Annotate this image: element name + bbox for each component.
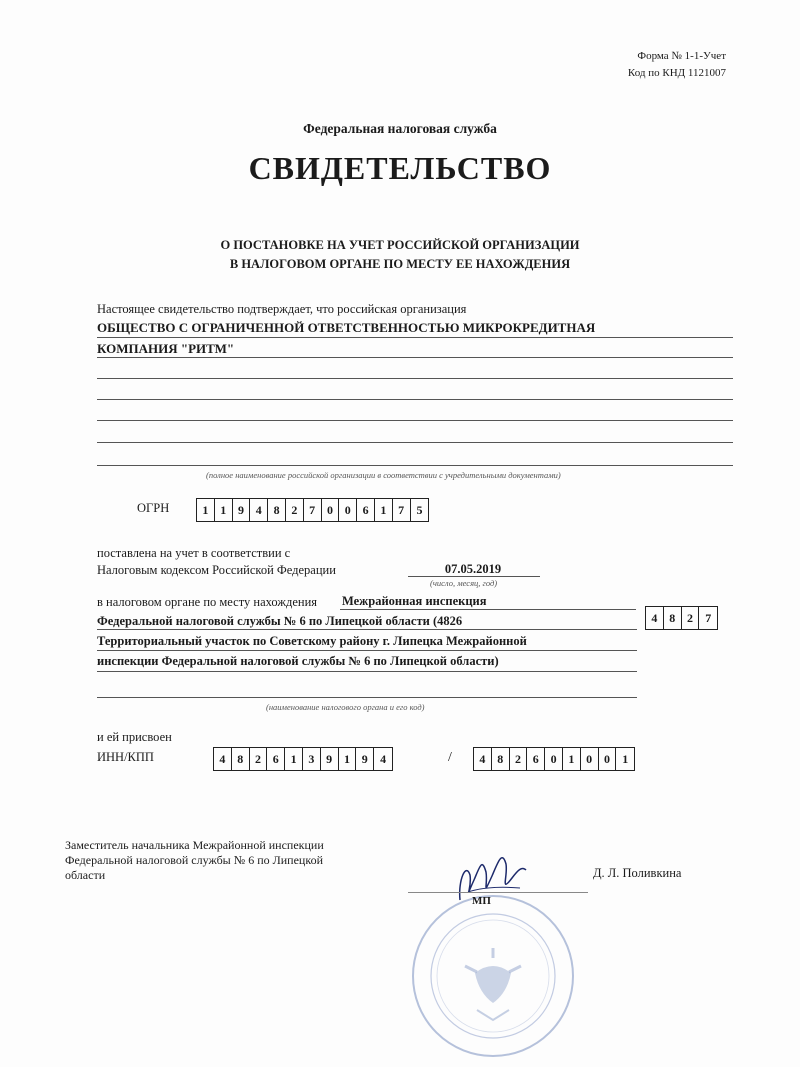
digit-box: 8 bbox=[664, 607, 682, 629]
digit-box: 0 bbox=[322, 499, 340, 521]
authority-line-3: Территориальный участок по Советскому району г. Липецка Межрайонной bbox=[97, 634, 527, 648]
digit-box: 1 bbox=[215, 499, 233, 521]
signature-line bbox=[408, 892, 588, 893]
signatory-name: Д. Л. Поливкина bbox=[593, 866, 682, 880]
digit-box: 4 bbox=[214, 748, 232, 770]
authority-label: в налоговом органе по месту нахождения bbox=[97, 595, 318, 609]
field-underline bbox=[97, 420, 733, 421]
digit-box: 0 bbox=[581, 748, 599, 770]
digit-box: 4 bbox=[474, 748, 492, 770]
digit-box: 1 bbox=[339, 748, 357, 770]
digit-box: 3 bbox=[303, 748, 321, 770]
digit-box: 2 bbox=[510, 748, 528, 770]
confirmation-text: Настоящее свидетельство подтверждает, что российская организация bbox=[97, 302, 467, 316]
inn-kpp-label: ИНН/КПП bbox=[97, 750, 154, 764]
subtitle-line-2: В НАЛОГОВОМ ОРГАНЕ ПО МЕСТУ ЕЕ НАХОЖДЕНИЯ bbox=[229, 257, 571, 271]
digit-box: 2 bbox=[682, 607, 700, 629]
digit-box: 7 bbox=[304, 499, 322, 521]
kpp-boxes bbox=[473, 747, 635, 771]
field-underline bbox=[97, 337, 733, 338]
digit-box: 7 bbox=[705, 611, 712, 625]
issuer-name: Федеральная налоговая служба bbox=[303, 121, 497, 136]
digit-box: 4 bbox=[646, 607, 664, 629]
inn-kpp-separator: / bbox=[448, 750, 452, 765]
assigned-text: и ей присвоен bbox=[97, 730, 172, 744]
authority-code-boxes bbox=[645, 606, 718, 630]
registration-date: 07.05.2019 bbox=[444, 562, 502, 576]
digit-box: 1 bbox=[563, 748, 581, 770]
date-hint: (число, месяц, год) bbox=[430, 578, 498, 588]
digit-box: 9 bbox=[356, 748, 374, 770]
digit-box: 4 bbox=[380, 752, 387, 766]
organization-name-hint: (полное наименование российской организации в соответствии с учредительными документами) bbox=[206, 470, 561, 480]
digit-box: 1 bbox=[285, 748, 303, 770]
field-underline bbox=[97, 357, 733, 358]
digit-box: 8 bbox=[232, 748, 250, 770]
digit-box: 9 bbox=[321, 748, 339, 770]
document-subtitle bbox=[0, 236, 800, 274]
digit-box: 8 bbox=[492, 748, 510, 770]
field-underline bbox=[97, 650, 637, 651]
digit-box: 6 bbox=[527, 748, 545, 770]
digit-box: 0 bbox=[599, 748, 617, 770]
field-underline bbox=[97, 629, 637, 630]
date-underline bbox=[408, 576, 540, 577]
position-line-2: Федеральной налоговой службы № 6 по Липецкой bbox=[65, 853, 323, 867]
digit-box: 6 bbox=[267, 748, 285, 770]
authority-line-4: инспекции Федеральной налоговой службы № 6 по Липецкой области) bbox=[97, 654, 499, 668]
organization-name-line-2: КОМПАНИЯ "РИТМ" bbox=[97, 341, 235, 356]
field-underline bbox=[97, 399, 733, 400]
authority-line-2: Федеральной налоговой службы № 6 по Липецкой области (4826 bbox=[97, 614, 463, 628]
digit-box: 2 bbox=[286, 499, 304, 521]
signatory-position bbox=[65, 838, 324, 883]
digit-box: 1 bbox=[197, 499, 215, 521]
document-title: СВИДЕТЕЛЬСТВО bbox=[248, 150, 552, 186]
seal-mark: МП bbox=[472, 895, 491, 907]
digit-box: 0 bbox=[339, 499, 357, 521]
organization-name-line-1: ОБЩЕСТВО С ОГРАНИЧЕННОЙ ОТВЕТСТВЕННОСТЬЮ МИКРОКРЕДИТНАЯ bbox=[97, 320, 596, 335]
ogrn-boxes bbox=[196, 498, 429, 522]
form-reference bbox=[628, 48, 726, 82]
digit-box: 9 bbox=[233, 499, 251, 521]
digit-box: 1 bbox=[375, 499, 393, 521]
knd-code: Код по КНД 1121007 bbox=[627, 67, 726, 79]
authority-line-1: Межрайонная инспекция bbox=[342, 594, 487, 608]
inn-boxes bbox=[213, 747, 393, 771]
field-underline bbox=[97, 378, 733, 379]
field-underline bbox=[97, 465, 733, 466]
authority-hint: (наименование налогового органа и его код) bbox=[266, 702, 425, 712]
digit-box: 4 bbox=[250, 499, 268, 521]
field-underline bbox=[340, 609, 636, 610]
digit-box: 6 bbox=[357, 499, 375, 521]
digit-box: 2 bbox=[250, 748, 268, 770]
registration-text-2: Налоговым кодексом Российской Федерации bbox=[97, 563, 336, 577]
position-line-3: области bbox=[65, 868, 106, 882]
field-underline bbox=[97, 442, 733, 443]
digit-box: 1 bbox=[622, 752, 629, 766]
registration-text-1: поставлена на учет в соответствии с bbox=[97, 546, 291, 560]
digit-box: 5 bbox=[416, 503, 423, 517]
digit-box: 0 bbox=[545, 748, 563, 770]
field-underline bbox=[97, 697, 637, 698]
form-number: Форма № 1-1-Учет bbox=[637, 50, 726, 62]
digit-box: 7 bbox=[393, 499, 411, 521]
ogrn-label: ОГРН bbox=[137, 501, 170, 515]
digit-box: 8 bbox=[268, 499, 286, 521]
position-line-1: Заместитель начальника Межрайонной инспекции bbox=[65, 838, 324, 852]
field-underline bbox=[97, 671, 637, 672]
subtitle-line-1: О ПОСТАНОВКЕ НА УЧЕТ РОССИЙСКОЙ ОРГАНИЗАЦИИ bbox=[220, 238, 580, 252]
